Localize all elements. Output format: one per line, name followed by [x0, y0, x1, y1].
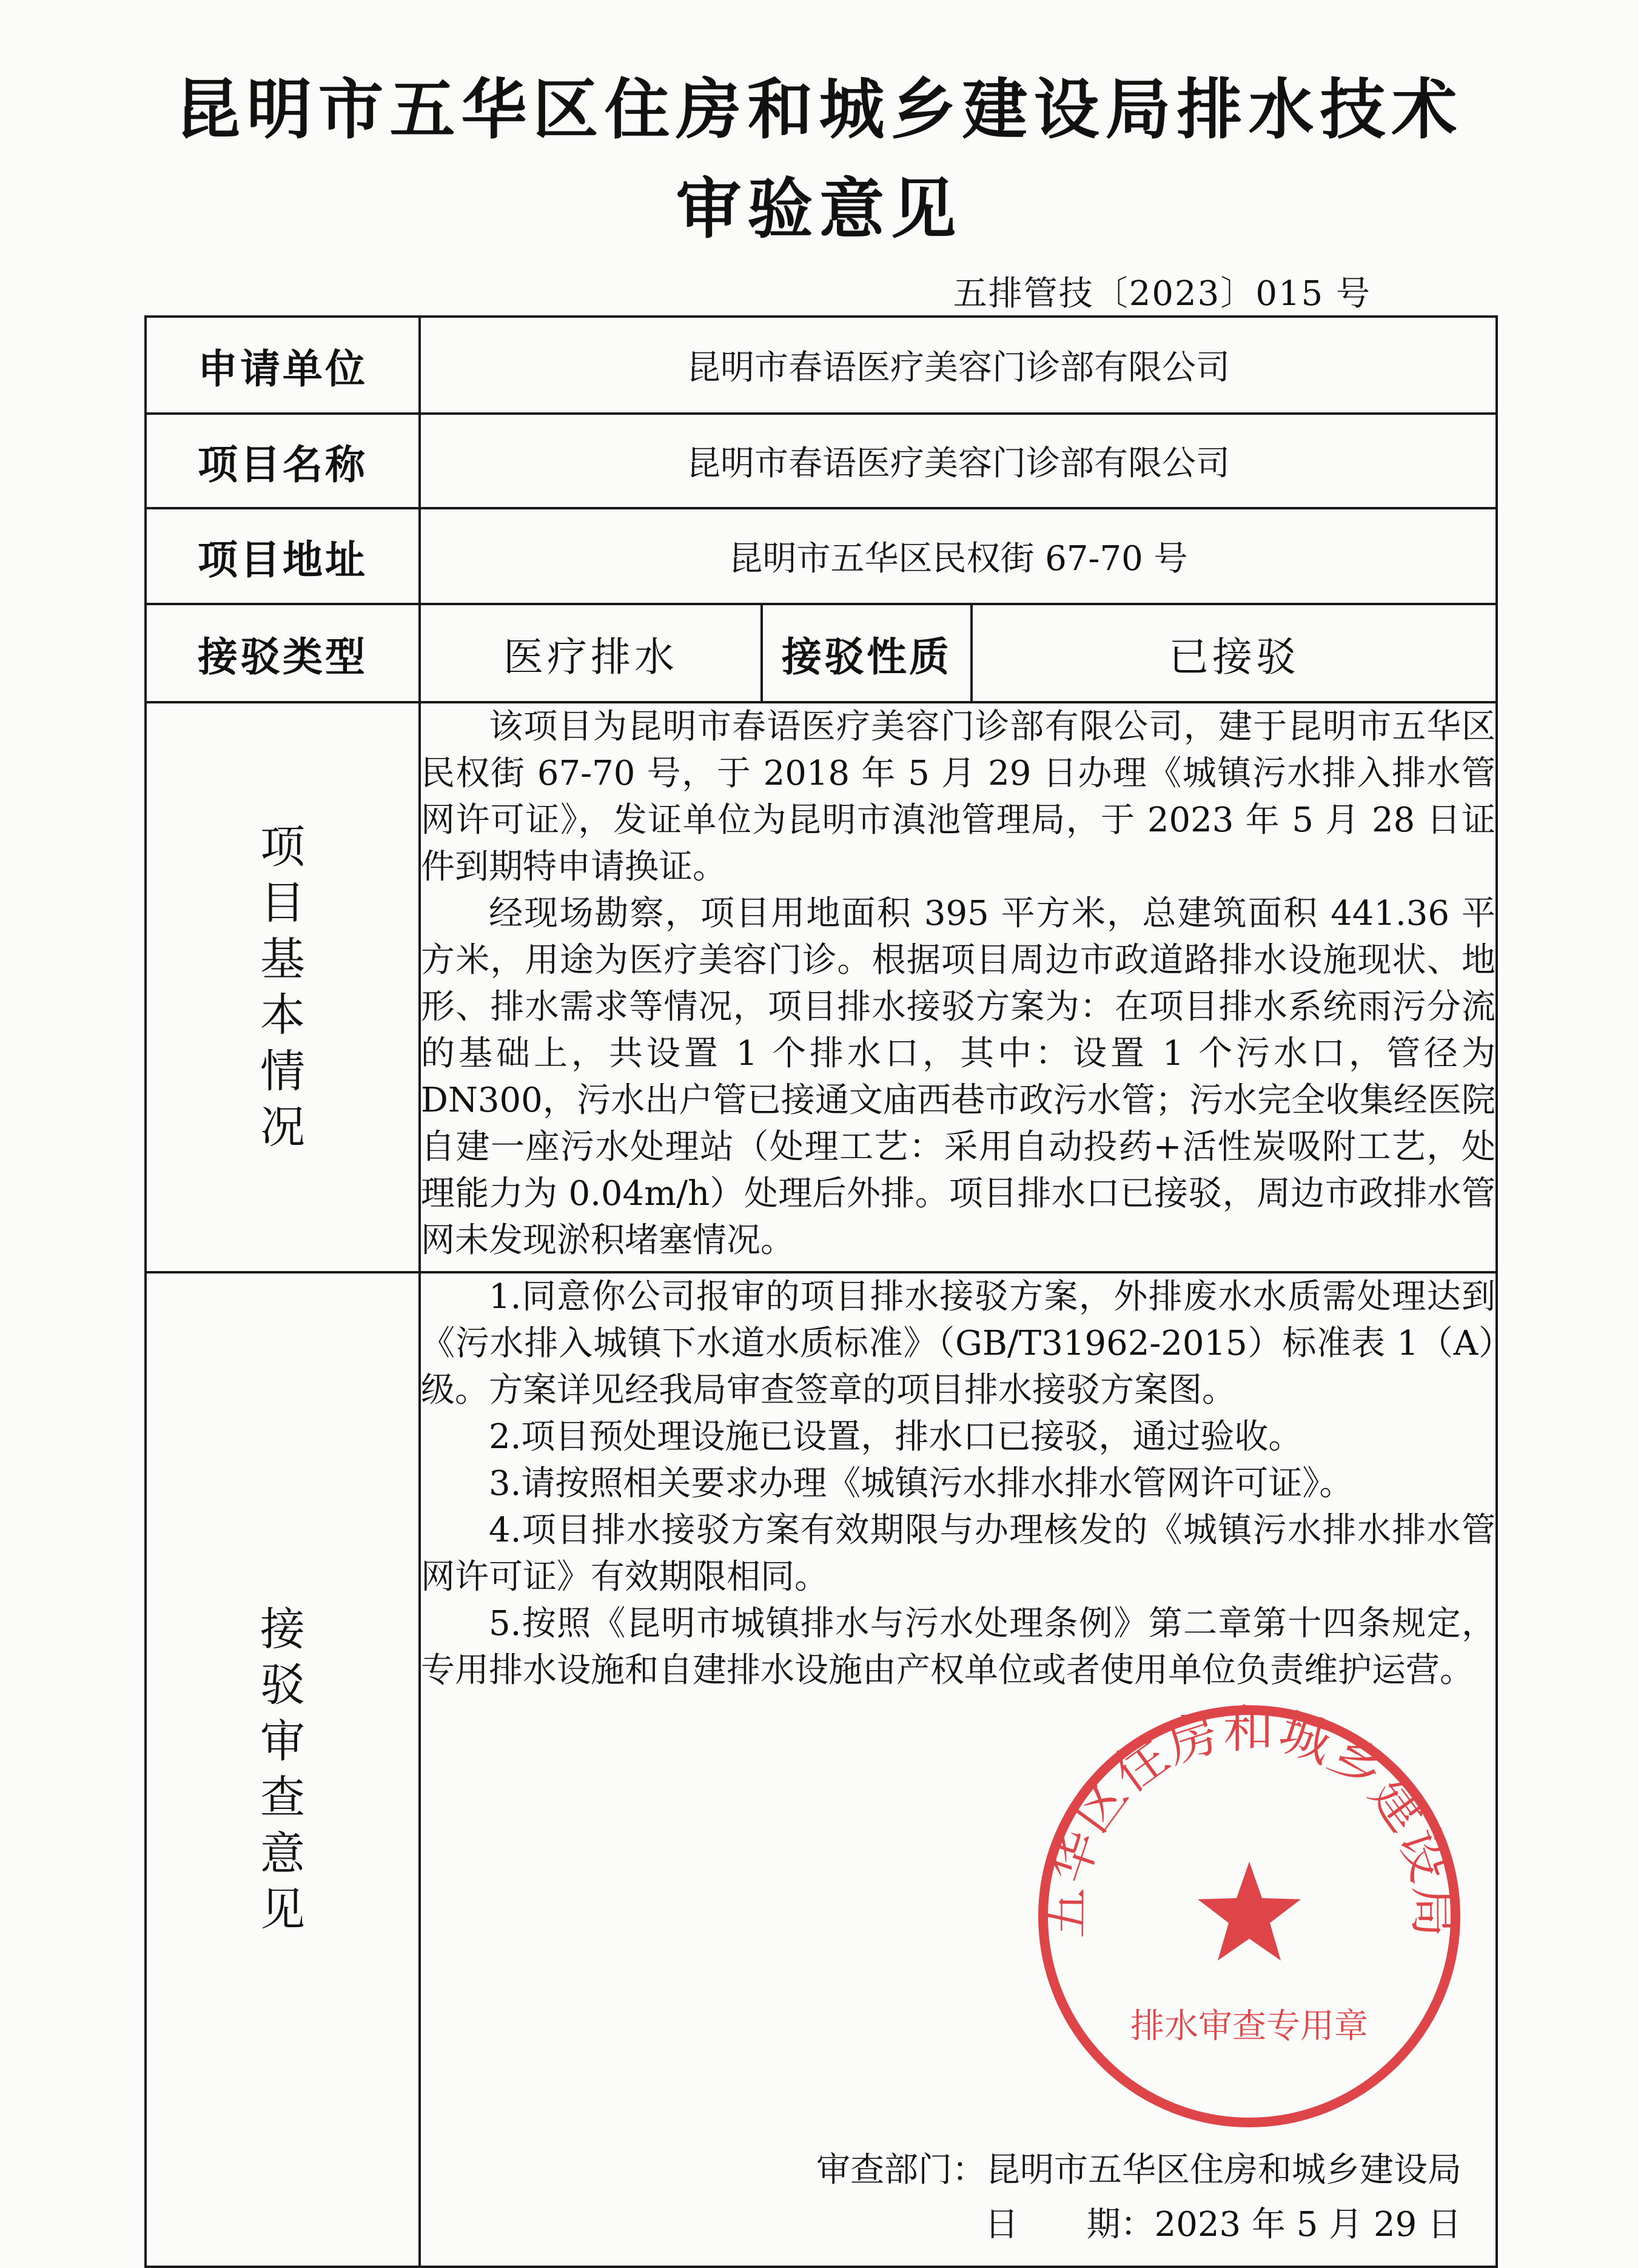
- seal-bottom-text: 排水审查专用章: [1130, 2007, 1368, 2046]
- row-project-name: [146, 414, 1497, 508]
- review-department-line: 审查部门：昆明市五华区住房和城乡建设局: [816, 2150, 1462, 2190]
- project-address-label: 项目地址: [146, 508, 420, 604]
- review-opinion-label-char: 驳: [260, 1659, 305, 1711]
- applicant-label: 申请单位: [146, 317, 420, 414]
- opinion-item: 2.项目预处理设施已设置，排水口已接驳，通过验收。: [489, 1417, 1303, 1457]
- basic-info-label: [146, 702, 420, 1272]
- applicant-value: 昆明市春语医疗美容门诊部有限公司: [420, 317, 1497, 414]
- document-title-line-2: 审验意见: [676, 172, 962, 247]
- row-project-address: [146, 508, 1497, 604]
- basic-info-label-char: 况: [260, 1101, 305, 1153]
- connection-type-value: 医疗排水: [420, 604, 762, 702]
- review-opinion-label-char: 意: [260, 1827, 305, 1880]
- opinion-item: 4.项目排水接驳方案有效期限与办理核发的《城镇污水排水排水管网许可证》有效期限相同。: [421, 1511, 1495, 1597]
- opinion-item: 3.请按照相关要求办理《城镇污水排水排水管网许可证》。: [489, 1464, 1354, 1503]
- project-name-value: 昆明市春语医疗美容门诊部有限公司: [420, 414, 1497, 508]
- review-opinion-label-char: 查: [260, 1771, 305, 1823]
- row-basic-info: [146, 702, 1497, 1272]
- basic-info-content: [420, 702, 1497, 1272]
- connection-nature-label: 接驳性质: [762, 604, 972, 702]
- row-connection: [146, 604, 1497, 702]
- basic-info-label-char: 目: [260, 877, 305, 929]
- row-review-opinion: [146, 1272, 1497, 2267]
- review-date-line: 日 期：2023 年 5 月 29 日: [984, 2205, 1462, 2244]
- project-address-value: 昆明市五华区民权街 67-70 号: [420, 508, 1497, 604]
- basic-info-label-char: 情: [260, 1045, 305, 1098]
- basic-info-label-char: 基: [260, 933, 305, 985]
- review-opinion-label-char: 见: [260, 1884, 305, 1936]
- review-form-table: [144, 315, 1498, 2268]
- basic-info-paragraph: 经现场勘察，项目用地面积 395 平方米，总建筑面积 441.36 平方米，用途为医疗美容门诊。根据项目周边市政道路排水设施现状、地形、排水需求等情况，项目排水接驳方案为：在项目排水系统雨污分流的基础上，共设置 1 个排水口，其中：设置 1 个污水口，管径为 DN300，污水出户管已接通文庙西巷市政污水管；污水完全收集经医院自建一座污水处理站（处理工艺：采用自动投药+活性炭吸附工艺，处理能力为 0.04m/h）处理后外排。项目排水口已接驳，周边市政排水管网未发现淤积堵塞情况。: [421, 894, 1495, 1260]
- opinion-item: 1.同意你公司报审的项目排水接驳方案，外排废水水质需处理达到《污水排入城镇下水道水质标准》（GB/T31962-2015）标准表 1（A）级。方案详见经我局审查签章的项目排水接驳方案图。: [421, 1277, 1495, 1410]
- basic-info-label-char: 本: [260, 989, 305, 1041]
- document-number: 五排管技〔2023〕015 号: [953, 274, 1371, 314]
- seal-ring-text: 五华区住房和城乡建设局: [1035, 1699, 1464, 1939]
- row-applicant: [146, 317, 1497, 414]
- basic-info-paragraph: 该项目为昆明市春语医疗美容门诊部有限公司，建于昆明市五华区民权街 67-70 号，于 2018 年 5 月 29 日办理《城镇污水排入排水管网许可证》，发证单位为昆明市滇池管理局，于 2023 年 5 月 28 日证件到期特申请换证。: [421, 707, 1495, 887]
- connection-type-label: 接驳类型: [146, 604, 420, 702]
- connection-nature-value: 已接驳: [972, 604, 1497, 702]
- document-title-line-1: 昆明市五华区住房和城乡建设局排水技术: [175, 72, 1463, 148]
- opinion-item: 5.按照《昆明市城镇排水与污水处理条例》第二章第十四条规定，专用排水设施和自建排水设施由产权单位或者使用单位负责维护运营。: [421, 1604, 1495, 1690]
- review-opinion-label-char: 接: [260, 1603, 305, 1656]
- review-opinion-label: [146, 1272, 420, 2267]
- project-name-label: 项目名称: [146, 414, 420, 508]
- review-opinion-content: [420, 1272, 1497, 2267]
- basic-info-label-char: 项: [260, 820, 305, 873]
- review-opinion-label-char: 审: [260, 1715, 305, 1768]
